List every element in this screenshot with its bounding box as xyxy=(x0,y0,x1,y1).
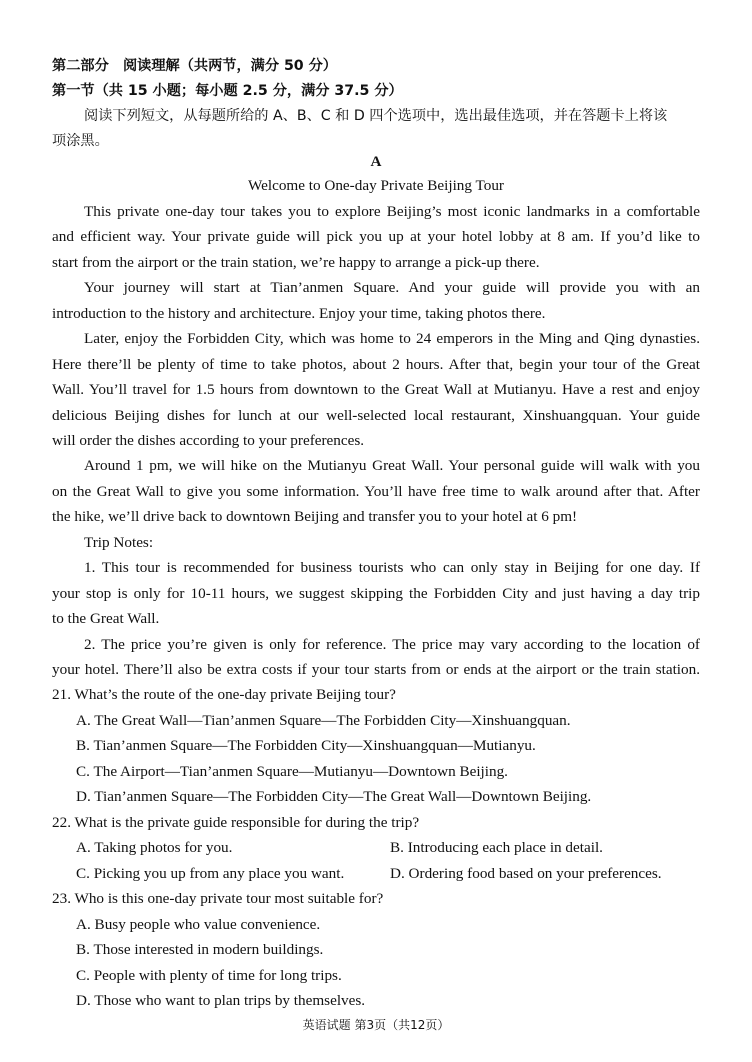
question-option: A. Taking photos for you. xyxy=(76,839,233,856)
passage-line: Around 1 pm, we will hike on the Mutianyu Great Wall. Your personal guide will walk with you xyxy=(84,457,700,474)
question-option: C. The Airport—Tian’anmen Square—Mutianyu—Downtown Beijing. xyxy=(76,763,508,780)
question-option: D. Ordering food based on your preferences. xyxy=(390,865,662,882)
passage-line: Trip Notes: xyxy=(84,534,154,551)
passage-label: A xyxy=(370,153,382,170)
question-option: B. Introducing each place in detail. xyxy=(390,839,603,856)
passage-line: and efficient way. Your private guide will pick you up at your hotel lobby at 8 am. If you’d like to xyxy=(52,228,700,245)
question-option: C. People with plenty of time for long trips. xyxy=(76,967,342,984)
passage-line: start from the airport or the train station, we’re happy to arrange a pick-up there. xyxy=(52,254,540,271)
passage-title: Welcome to One-day Private Beijing Tour xyxy=(248,177,504,194)
passage-line: your hotel. There’ll also be extra costs if your tour starts from or ends at the airport or the train station. xyxy=(52,661,700,678)
question-option: A. The Great Wall—Tian’anmen Square—The Forbidden City—Xinshuangquan. xyxy=(76,712,571,729)
question-stem: 21. What’s the route of the one-day private Beijing tour? xyxy=(52,686,396,703)
passage-line: 2. The price you’re given is only for reference. The price may vary according to the location of xyxy=(84,636,700,653)
question-stem: 22. What is the private guide responsible for during the trip? xyxy=(52,814,420,831)
passage-line: Wall. You’ll travel for 1.5 hours from downtown to the Great Wall at Mutianyu. Have a rest and enjoy xyxy=(52,381,700,398)
question-option: B. Tian’anmen Square—The Forbidden City—Xinshuangquan—Mutianyu. xyxy=(76,737,536,754)
passage-line: Later, enjoy the Forbidden City, which was home to 24 emperors in the Ming and Qing dynasties. xyxy=(84,330,700,347)
subsection-heading: 第一节（共 15 小题；每小题 2.5 分，满分 37.5 分） xyxy=(52,83,403,99)
passage-line: on the Great Wall to give you some information. You’ll have free time to walk around after that. After xyxy=(52,483,700,500)
question-option: A. Busy people who value convenience. xyxy=(76,916,321,933)
passage-line: the hike, we’ll drive back to downtown Beijing and transfer you to your hotel at 6 pm! xyxy=(52,508,578,525)
passage-line: introduction to the history and architecture. Enjoy your time, taking photos there. xyxy=(52,305,546,322)
passage-line: This private one-day tour takes you to explore Beijing’s most iconic landmarks in a comfortable xyxy=(84,203,700,220)
passage-line: will order the dishes according to your preferences. xyxy=(52,432,365,449)
question-option: B. Those interested in modern buildings. xyxy=(76,941,324,958)
passage-line: to the Great Wall. xyxy=(52,610,160,627)
passage-line: 1. This tour is recommended for business tourists who can only stay in Beijing for one day. If xyxy=(84,559,700,576)
passage-line: Your journey will start at Tian’anmen Square. And your guide will provide you with an xyxy=(84,279,700,296)
part-heading: 第二部分 阅读理解（共两节，满分 50 分） xyxy=(52,58,337,74)
page-footer: 英语试题 第3页（共12页） xyxy=(302,1018,450,1032)
instruction-line: 项涂黑。 xyxy=(52,133,109,149)
question-option: D. Tian’anmen Square—The Forbidden City—The Great Wall—Downtown Beijing. xyxy=(76,788,592,805)
instruction-line: 阅读下列短文，从每题所给的 A、B、C 和 D 四个选项中，选出最佳选项，并在答题卡上将该 xyxy=(84,108,668,124)
question-option: D. Those who want to plan trips by themselves. xyxy=(76,992,366,1009)
passage-line: Here there’ll be plenty of time to take photos, about 2 hours. After that, begin your tour of the Great xyxy=(52,356,700,373)
question-stem: 23. Who is this one-day private tour most suitable for? xyxy=(52,890,384,907)
question-option: C. Picking you up from any place you want. xyxy=(76,865,345,882)
passage-line: your stop is only for 10-11 hours, we suggest skipping the Forbidden City and just having a day trip xyxy=(52,585,700,602)
passage-line: delicious Beijing dishes for lunch at our well-selected local restaurant, Xinshuangquan. Your guide xyxy=(52,407,700,424)
